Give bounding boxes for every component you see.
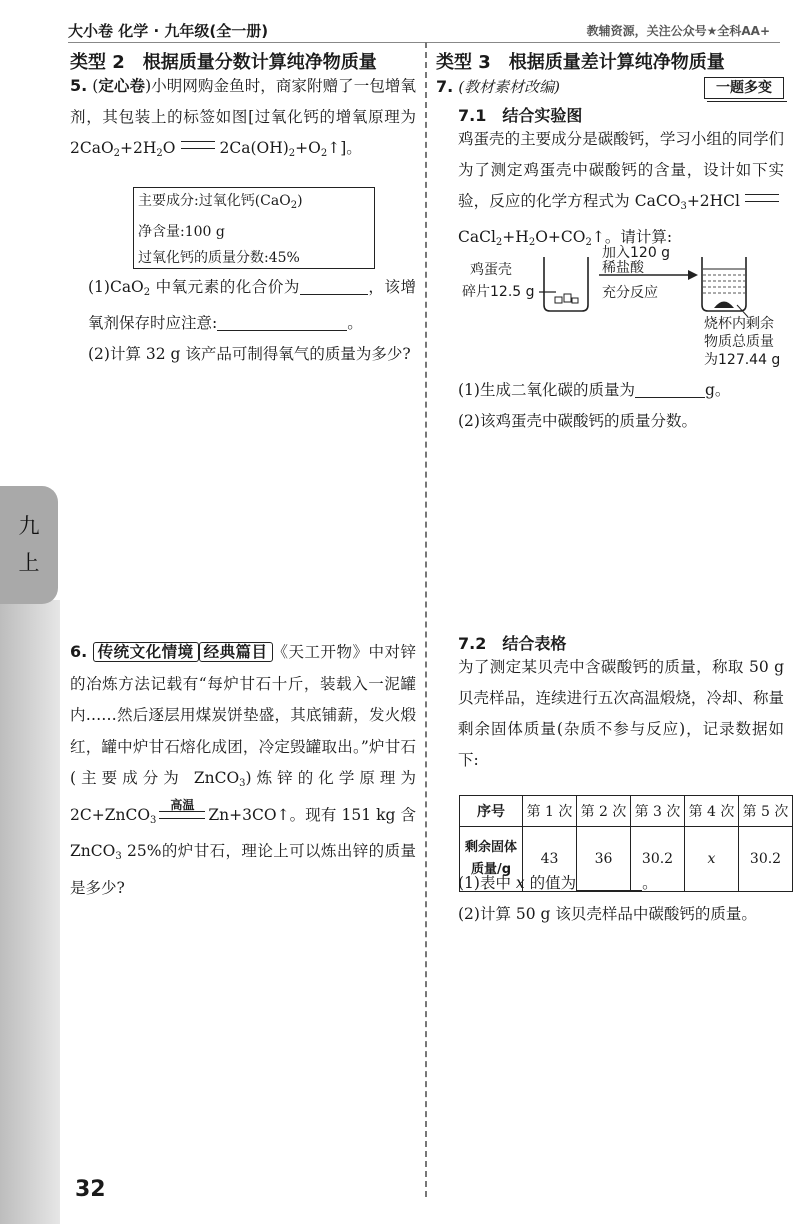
- q7-2-parts: [458, 868, 788, 930]
- q5-intro-3: O: [162, 139, 176, 157]
- q7-source: (教材素材改编): [458, 78, 561, 96]
- row-label-line1: 剩余固体: [464, 840, 517, 855]
- q7-heading: [436, 76, 560, 97]
- condition-label: 高温: [170, 797, 195, 812]
- page-edge-strip: [0, 600, 60, 1224]
- table-cell: 30.2: [739, 827, 793, 892]
- arrow-label-1: 加入120 g: [602, 245, 671, 261]
- q7-number: 7.: [436, 77, 454, 96]
- subquestion-7-2-title: 7.2 结合表格: [458, 634, 567, 653]
- q7-2-part1-b: 的值为: [524, 874, 577, 892]
- product-label-box: 主要成分:过氧化钙(CaO$_2$) 净含量:100 g 过氧化钙的质量分数:45%: [133, 187, 375, 269]
- result-label-2: 物质总质量: [704, 334, 774, 350]
- q7-2-answer-blank[interactable]: [576, 872, 642, 891]
- table-header-cell: 第 4 次: [685, 796, 739, 827]
- q5-number: 5.: [70, 76, 88, 95]
- q5-part1-b: 中氧元素的化合价为: [150, 278, 300, 296]
- q6-text-2: )炼锌的化学原理为 2C+ZnCO: [70, 769, 416, 824]
- q6-tag-culture: 传统文化情境: [93, 642, 199, 662]
- q5-part1-d: 。: [347, 314, 363, 332]
- q5-answer-blank-1[interactable]: [300, 276, 368, 295]
- q7-1-part2: (2)该鸡蛋壳中碳酸钙的质量分数。: [458, 412, 697, 430]
- q7-1-answer-blank[interactable]: [635, 379, 705, 398]
- page-number: 32: [75, 1177, 106, 1202]
- table-header-row: [460, 796, 793, 827]
- table-cell: 43: [523, 827, 577, 892]
- arrow-label-3: 充分反应: [602, 285, 658, 301]
- equals-sign: [181, 141, 215, 149]
- table-header-cell: 第 3 次: [631, 796, 685, 827]
- question-5: 5. (定心卷)小明网购金鱼时，商家附赠了一包增氧剂，其包装上的标签如图[过氧化钙的增氧原理为 $2CaO_2+2H_2O$ $2Ca(OH)_2+O_2↑$]。: [70, 76, 416, 159]
- q7-1-text-5: O+CO: [535, 228, 586, 246]
- q5-intro-5: +O: [295, 139, 321, 157]
- q5-intro: 小明网购金鱼时，商家附赠了一包增氧剂，其包装上的标签如图[过氧化钙的增氧原理为 2CaO: [70, 77, 416, 157]
- eggshell-label-1: 鸡蛋壳: [470, 262, 512, 278]
- eggshell-label-2: 碎片12.5 g: [462, 284, 535, 300]
- q7-1-text-6: ↑。请计算:: [591, 228, 673, 246]
- q7-2-part2: (2)计算 50 g 该贝壳样品中碳酸钙的质量。: [458, 905, 757, 923]
- arrow-head-icon: [688, 270, 698, 280]
- header-note: 教辅资源，关注公众号★全科AA+: [586, 24, 770, 38]
- q7-1-parts: [458, 375, 784, 437]
- column-divider: [425, 42, 427, 1197]
- q7-1-part1-a: (1)生成二氧化碳的质量为: [458, 381, 635, 399]
- q5-part1-c: ，该增氧剂保存时应注意:: [88, 278, 416, 332]
- q5-tag: 定心卷: [98, 77, 146, 95]
- equals-sign-2: [745, 194, 779, 202]
- q6-number: 6.: [70, 642, 88, 661]
- shell-piece-icon: [555, 297, 562, 303]
- q5-parts: (1)CaO$_2$ 中氧元素的化合价为 ，该增氧剂保存时应注意: 。 (2)计算 32 g 该产品可制得氧气的质量为多少?: [88, 272, 416, 370]
- shell-piece-icon: [572, 298, 578, 303]
- q7-1-text: 鸡蛋壳的主要成分是碳酸钙，学习小组的同学们为了测定鸡蛋壳中碳酸钙的含量，设计如下实验，反应的化学方程式为 $CaCO_3+2HClCaCl_2+H_2O+CO_2↑$。请计算:: [458, 130, 784, 248]
- table-cell: 36: [577, 827, 631, 892]
- q7-1-text-1: 鸡蛋壳的主要成分是碳酸钙，学习小组的同学们为了测定鸡蛋壳中碳酸钙的含量，设计如下实验，反应的化学方程式为 CaCO: [458, 130, 784, 210]
- q5-answer-blank-2[interactable]: [217, 312, 347, 331]
- shell-piece-icon: [564, 294, 571, 302]
- table-header-cell: 第 2 次: [577, 796, 631, 827]
- q7-2-text: 为了测定某贝壳中含碳酸钙的质量，称取 50 g 贝壳样品，连续进行五次高温煅烧，冷却、称量剩余固体质量(杂质不参与反应)，记录数据如下:: [458, 658, 784, 769]
- header-rule: [68, 42, 780, 43]
- section-title-type2: 类型 2 根据质量分数计算纯净物质量: [70, 52, 377, 73]
- label-line1: 主要成分:过氧化钙(CaO: [138, 193, 291, 209]
- residue-icon: [714, 302, 734, 309]
- table-cell-unknown-x: x: [685, 827, 739, 892]
- question-6: 6. 传统文化情境 经典篇目 《天工开物》中对锌的冶炼方法记载有“每炉甘石十斤，装载入一泥罐内……然后逐层用煤炭饼垫盛，其底铺薪，发火煅红，罐中炉甘石熔化成团，冷定毁罐取出。”炉甘石(主要成分为 ZnCO$_3$)炼锌的化学原理为 2C+ZnCO$_3$ 高温 Zn+3CO↑。现有 151 kg 含 ZnCO$_3$ 25%的炉甘石，理论上可以炼出锌的质量是多少?: [70, 642, 416, 897]
- table-cell: 30.2: [631, 827, 685, 892]
- label-line3: 过氧化钙的质量分数:45%: [138, 250, 300, 266]
- q7-1-text-2: +2HCl: [686, 192, 740, 210]
- q5-part2: (2)计算 32 g 该产品可制得氧气的质量为多少?: [88, 345, 411, 363]
- q6-text-4: 25%的炉甘石，理论上可以炼出锌的质量是多少?: [70, 842, 416, 897]
- q7-2-part1-c: 。: [642, 874, 658, 892]
- q6-tag-classic: 经典篇目: [199, 642, 273, 662]
- label-line1-end: ): [297, 193, 303, 209]
- q7-2-part1-x: x: [515, 874, 525, 892]
- experiment-diagram: [452, 245, 792, 375]
- q5-intro-2: +2H: [120, 139, 157, 157]
- grade-side-tab: [0, 486, 58, 604]
- q5-part1-a: (1)CaO: [88, 278, 144, 296]
- table-header-cell: 序号: [460, 796, 523, 827]
- table-header-cell: 第 5 次: [739, 796, 793, 827]
- arrow-label-2: 稀盐酸: [602, 260, 644, 276]
- q5-intro-6: ↑]。: [327, 139, 362, 157]
- q7-1-text-4: +H: [502, 228, 529, 246]
- result-label-1: 烧杯内剩余: [704, 316, 774, 332]
- row-label-line2: 质量/g: [470, 862, 512, 877]
- label-line2: 净含量:100 g: [138, 224, 225, 240]
- q6-text-3: Zn+3CO↑。现有 151 kg 含 ZnCO: [70, 805, 416, 860]
- subquestion-7-1-title: 7.1 结合实验图: [458, 106, 583, 125]
- one-question-many-variants-badge: 一题多变: [704, 77, 784, 99]
- side-tab-line2: 上: [18, 551, 40, 575]
- q7-1-part1-b: g。: [704, 381, 731, 399]
- book-title: 大小卷 化学 · 九年级(全一册): [68, 22, 269, 40]
- high-temp-equals: [159, 797, 205, 820]
- table-header-cell: 第 1 次: [523, 796, 577, 827]
- q7-1-text-3: CaCl: [458, 228, 496, 246]
- q7-2-part1-a: (1)表中: [458, 874, 516, 892]
- section-title-type3: 类型 3 根据质量差计算纯净物质量: [436, 52, 725, 73]
- q6-text-1: 《天工开物》中对锌的冶炼方法记载有“每炉甘石十斤，装载入一泥罐内……然后逐层用煤炭饼垫盛，其底铺薪，发火煅红，罐中炉甘石熔化成团，冷定毁罐取出。”炉甘石(主要成分为 ZnCO: [70, 643, 416, 787]
- double-bar: [159, 811, 205, 819]
- beaker-left-icon: [544, 257, 588, 311]
- result-label-3: 为127.44 g: [704, 352, 781, 368]
- q5-intro-4: 2Ca(OH): [219, 139, 289, 157]
- side-tab-line1: 九: [18, 514, 40, 538]
